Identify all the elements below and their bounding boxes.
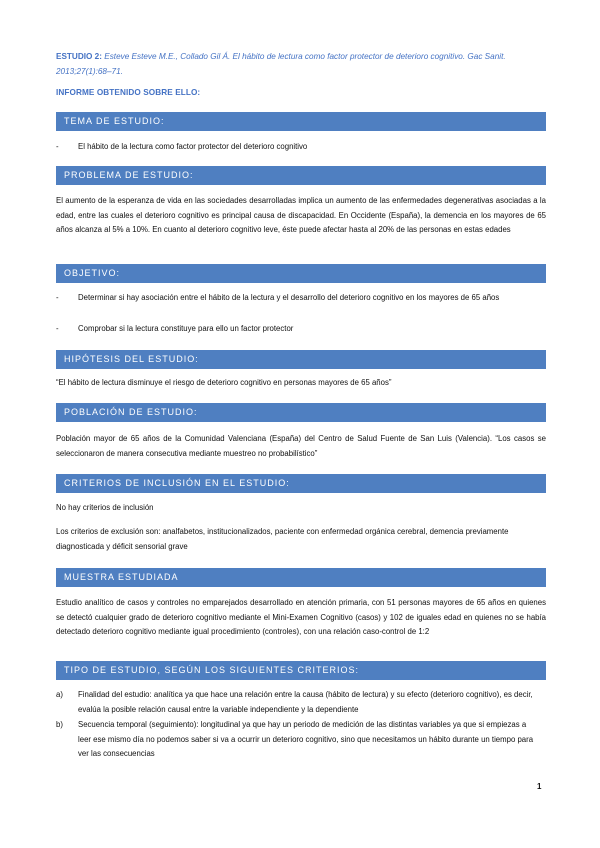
section-heading-hipotesis: HIPÓTESIS DEL ESTUDIO: <box>56 350 546 369</box>
objetivo-item-text: Comprobar si la lectura constituye para ello un factor protector <box>78 324 294 333</box>
section-heading-problema: PROBLEMA DE ESTUDIO: <box>56 166 546 185</box>
citation-label: ESTUDIO 2: <box>56 52 102 61</box>
section-heading-objetivo: OBJETIVO: <box>56 264 546 283</box>
section-heading-tipo: TIPO DE ESTUDIO, SEGÚN LOS SIGUIENTES CRITERIOS: <box>56 661 546 680</box>
citation-text: Esteve Esteve M.E., Collado Gil Á. El hábito de lectura como factor protector de deterioro cognitivo. Gac Sanit. 2013;27(1):68–71. <box>56 52 506 76</box>
page-number: 1 <box>537 782 542 791</box>
criterios-exclusion-text: Los criterios de exclusión son: analfabetos, institucionalizados, paciente con enfermedad orgánica cerebral, demencia previamente diagnosticada y déficit sensorial grave <box>56 527 509 551</box>
tema-item-text: El hábito de la lectura como factor protector del deterioro cognitivo <box>78 142 308 151</box>
hipotesis-text: “El hábito de lectura disminuye el riesgo de deterioro cognitivo en personas mayores de 65 años” <box>56 378 392 387</box>
problema-text: El aumento de la esperanza de vida en las sociedades desarrolladas implica un aumento de las enfermedades degenerativas asociadas a la edad, entre las cuales el deterioro cognitivo es principal causa de discapacidad. En Occidente (España), la demencia en los mayores de 65 años alcanza al 5% a 10%. En cuanto al deterioro cognitivo leve, éste puede afectar hasta al 20% de las personas en estas edades <box>56 196 546 235</box>
section-heading-muestra: MUESTRA ESTUDIADA <box>56 568 546 587</box>
bullet-marker: - <box>56 142 59 151</box>
section-heading-poblacion: POBLACIÓN DE ESTUDIO: <box>56 403 546 422</box>
section-heading-tema: TEMA DE ESTUDIO: <box>56 112 546 131</box>
informe-label: INFORME OBTENIDO SOBRE ELLO: <box>56 88 201 97</box>
bullet-marker: - <box>56 324 59 333</box>
tipo-item-text: Secuencia temporal (seguimiento): longitudinal ya que hay un periodo de medición de las distintas variables ya que si empiezas a leer ese mismo día no podemos saber si va a ocurrir un deterioro cognitivo, sino que necesitamos un hábito durante un tiempo para ver las consecuencias <box>78 720 534 759</box>
section-heading-criterios: CRITERIOS DE INCLUSIÓN EN EL ESTUDIO: <box>56 474 546 493</box>
poblacion-text: Población mayor de 65 años de la Comunidad Valenciana (España) del Centro de Salud Fuente de San Luis (Valencia). “Los casos se seleccionaron de manera consecutiva mediante muestreo no probabilístico” <box>56 434 546 458</box>
citation <box>56 50 551 79</box>
criterios-inclusion-text: No hay criterios de inclusión <box>56 503 154 512</box>
list-marker: a) <box>56 690 63 699</box>
muestra-text: Estudio analítico de casos y controles no emparejados desarrollado en atención primaria, con 51 personas mayores de 65 años en quienes se detectó cualquier grado de deterioro cognitivo mediante el Mini-Examen Cognitivo (casos) y 102 de iguales edad en quienes no se había detectado deterioro cognitivo mediante igual procedimiento (controles), con una relación caso-control de 1:2 <box>56 598 546 637</box>
objetivo-item-text: Determinar si hay asociación entre el hábito de la lectura y el desarrollo del deterioro cognitivo en los mayores de 65 años <box>78 293 500 302</box>
bullet-marker: - <box>56 293 59 302</box>
tipo-item-text: Finalidad del estudio: analítica ya que hace una relación entre la causa (hábito de lectura) y su efecto (deterioro cognitivo), es decir, evalúa la posible relación causal entre la variable independiente y la dependiente <box>78 690 533 714</box>
list-marker: b) <box>56 720 63 729</box>
